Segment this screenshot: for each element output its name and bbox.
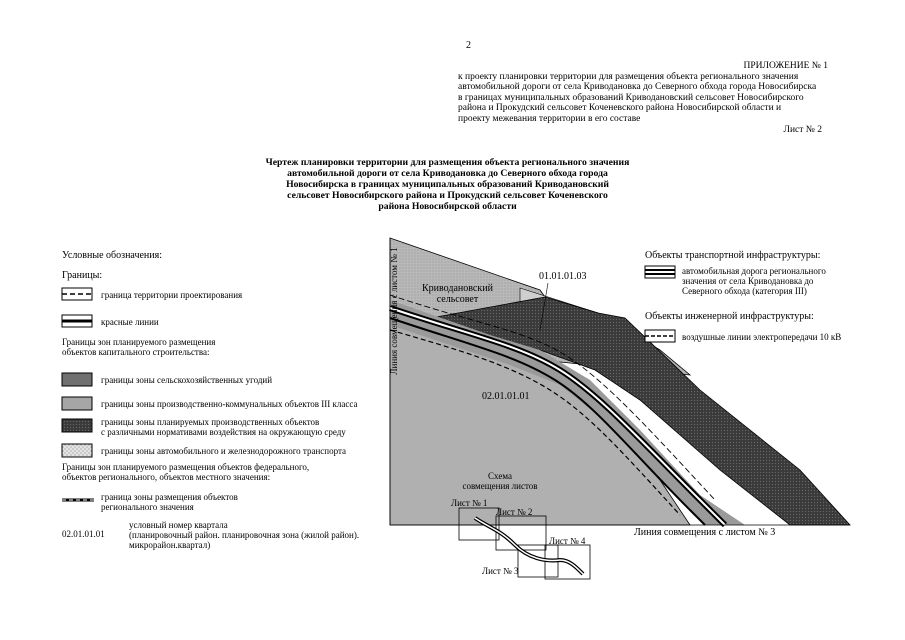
legend-project-boundary-label: граница территории проектирования (101, 290, 243, 300)
legend-industrial-label: границы зоны производственно-коммунальных объектов III класса (101, 399, 358, 409)
legend-heading: Условные обозначения: (62, 250, 163, 261)
drawing-title-line: Чертеж планировки территории для размещения объекта регионального значения (265, 157, 630, 168)
sheet1-combine-label: Линия совмещения с листом № 1 (389, 247, 399, 375)
legend-red-lines-label: красные линии (101, 317, 159, 327)
appendix-line: проекту межевания территории в его составе (458, 113, 641, 124)
schema-sheet3-label: Лист № 3 (482, 566, 519, 576)
legend-road-swatch (645, 266, 675, 278)
block-label-bottom: 02.01.01.01 (482, 391, 530, 402)
legend-block-code: 02.01.01.01 (62, 529, 105, 539)
drawing-title-line: сельсовет Новосибирского района и Прокудский сельсовет Коченевского (287, 190, 608, 201)
right-legend-engineering-heading: Объекты инженерной инфраструктуры: (645, 311, 814, 322)
schema-sheet2-label: Лист № 2 (496, 507, 533, 517)
sheet-label: Лист № 2 (783, 124, 822, 135)
appendix-line: к проекту планировки территории для размещения объекта регионального значения (458, 71, 799, 82)
legend-industrial-swatch (62, 397, 92, 410)
sheet3-combine-label: Линия совмещения с листом № 3 (634, 527, 776, 538)
schema-sheet4-label: Лист № 4 (549, 536, 586, 546)
legend-borders-heading: Границы: (62, 270, 103, 281)
appendix-line: автомобильной дороги от села Криводановка до Северного обхода города Новосибирска (458, 82, 817, 93)
page-number: 2 (466, 40, 471, 51)
appendix-title: ПРИЛОЖЕНИЕ № 1 (743, 61, 828, 71)
drawing-title-line: Новосибирска в границах муниципальных образований Криводановский (286, 179, 609, 190)
legend-agri-swatch (62, 373, 92, 386)
legend-transport-swatch (62, 444, 92, 457)
appendix-line: района и Прокудский сельсовет Коченевского района Новосибирской области и (458, 103, 782, 114)
right-legend-road-label: автомобильная дорога регионального значения от села Криводановка до Северного обхода (категория III) (682, 266, 826, 296)
block-label-top: 01.01.01.03 (539, 271, 587, 282)
legend-agri-label: границы зоны сельскохозяйственных угодий (101, 375, 273, 385)
legend-placement-zone-label: граница зоны размещения объектов регионального значения (101, 492, 238, 512)
legend-transport-label: границы зоны автомобильного и железнодорожного транспорта (101, 446, 346, 456)
right-legend-power-line-label: воздушные линии электропередачи 10 кВ (682, 332, 842, 342)
legend-zones-heading: Границы зон планируемого размещения объектов капитального строительства: (62, 337, 216, 357)
legend-production-swatch (62, 419, 92, 432)
schema-sheet1-label: Лист № 1 (451, 498, 488, 508)
legend-block-desc: условный номер квартала (планировочный район. планировочная зона (жилой район). микрорайон.квартал) (129, 520, 360, 550)
schema-title: Схема совмещения листов (462, 471, 538, 491)
appendix-line: в границах муниципальных образований Криводановский сельсовет Новосибирского (458, 92, 804, 103)
drawing-title-line: автомобильной дороги от села Криводановка до Северного обхода города (287, 168, 608, 179)
right-legend-transport-heading: Объекты транспортной инфраструктуры: (645, 250, 821, 261)
drawing-title-line: района Новосибирской области (378, 201, 517, 212)
legend-production-label: границы зоны планируемых производственных объектов с различными нормативами воздействия на окружающую среду (101, 417, 346, 437)
settlement-label: Криводановский сельсовет (422, 283, 493, 305)
legend-federal-heading: Границы зон планируемого размещения объектов федерального, объектов регионального, объектов местного значения: (62, 462, 310, 482)
